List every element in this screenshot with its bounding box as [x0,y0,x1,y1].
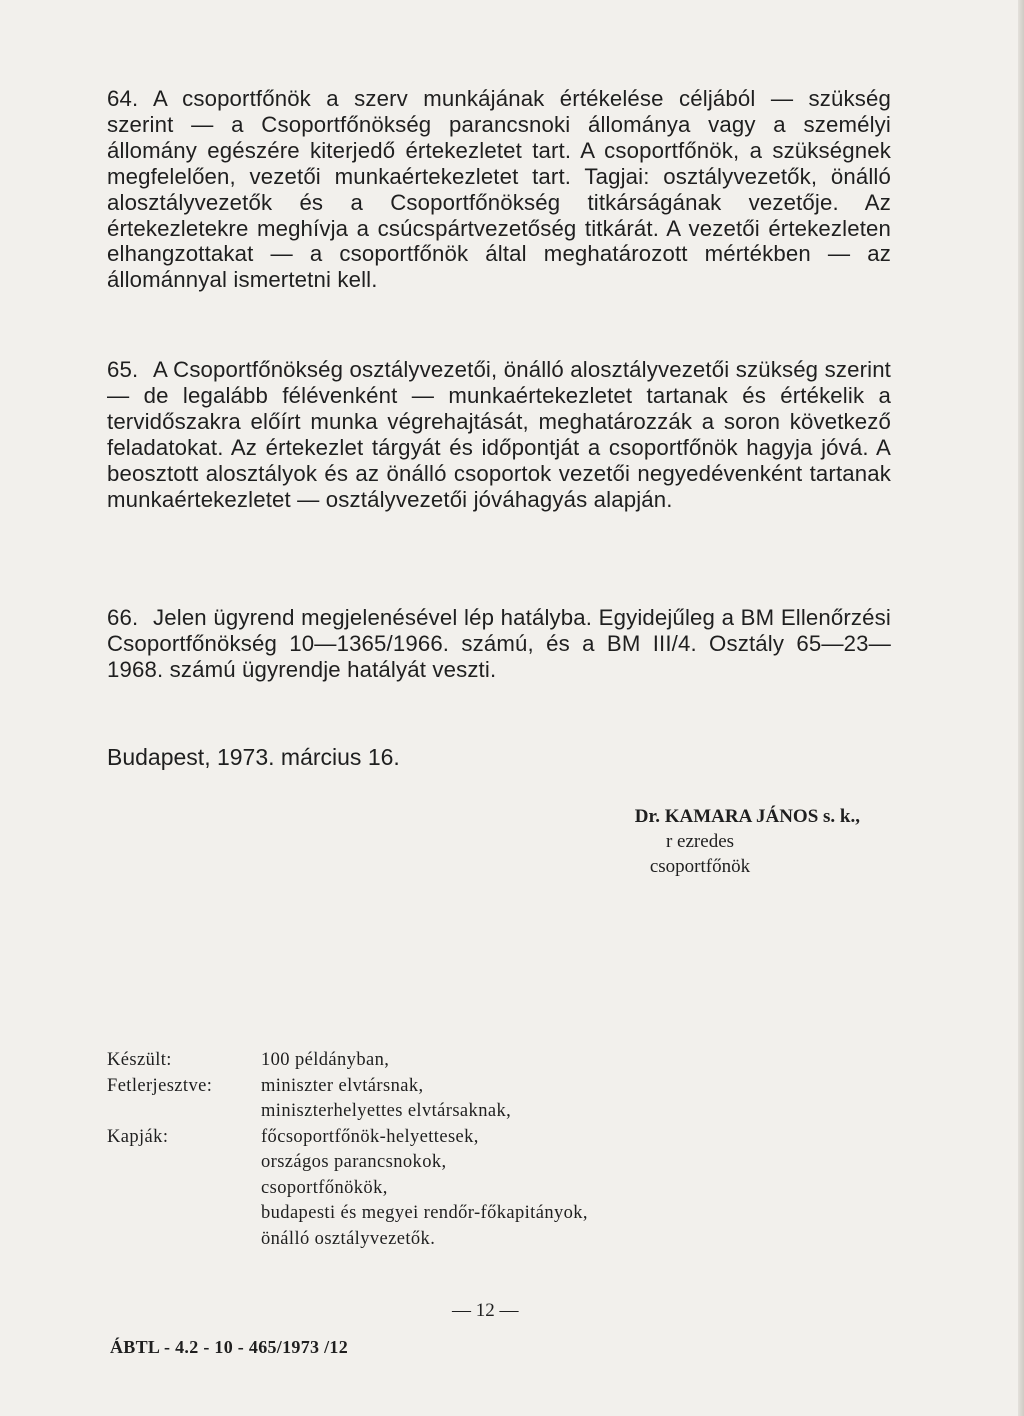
signatory-title: csoportfőnök [649,856,751,877]
distribution-value: 100 példányban, [261,1050,390,1070]
distribution-row [107,1074,588,1125]
section-text: A Csoportfőnökség osztályvezetői, önálló alosztályvezetői szükség szerint — de legalább félévenként — munkaértekezletet tartanak és értékelik a tervidőszakra előírt munka végrehajtását, meghatározzák a soron következő feladatokat. Az értekezlet tárgyát és időpontját a csoportfőnök hagyja jóvá. A beosztott alosztályok és az önálló csoportok vezetői negyedévenként tartanak munkaértekezletet — osztályvezetői jóváhagyás alapján. [107,357,891,512]
distribution-value: országos parancsnokok, [261,1152,447,1172]
distribution-row [107,1048,588,1074]
archive-reference: ÁBTL - 4.2 - 10 - 465/1973 /12 [110,1337,349,1357]
distribution-value: önálló osztályvezetők. [261,1228,436,1249]
section-number: 65. [107,357,139,382]
page-number: — 12 — [452,1300,519,1321]
section-text: A csoportfőnök a szerv munkájának értékelése céljából — szükség szerint — a Csoportfőnökség parancsnoki állománya vagy a személyi állomány egészére kiterjedő értekezletet tart. A csoportfőnök, a szükségnek megfelelően, vezetői munkaértekezletet tart. Tagjai: osztályvezetők, önálló alosztályvezetők és a Csoportfőnökség titkárságának vezetője. Az értekezletekre meghívja a csúcspártvezetőség titkárát. A vezetői értekezleten elhangzottakat — a csoportfőnök által meghatározott mértékben — az állománnyal ismertetni kell. [107,86,891,293]
distribution-value: csoportfőnökök, [261,1177,388,1198]
distribution-label: Kapják: [107,1126,169,1147]
section-66 [107,605,891,683]
distribution-value: miniszter elvtársnak, [261,1075,424,1096]
place-date: Budapest, 1973. március 16. [107,744,400,770]
distribution-value: miniszterhelyettes elvtársaknak, [261,1101,512,1121]
signature-block [540,804,860,879]
signatory-rank: r ezredes [665,831,735,852]
distribution-list [107,1048,588,1252]
signatory-name: Dr. KAMARA JÁNOS s. k., [634,806,860,827]
distribution-value: budapesti és megyei rendőr-főkapitányok, [261,1203,588,1223]
distribution-row [107,1125,588,1253]
page-edge [1018,0,1024,1416]
section-65 [107,357,891,512]
section-number: 64. [107,86,139,111]
distribution-label: Fetlerjesztve: [107,1075,213,1096]
distribution-label: Készült: [107,1050,172,1070]
section-number: 66. [107,605,139,630]
section-64 [107,86,891,293]
section-text: Jelen ügyrend megjelenésével lép hatályba. Egyidejűleg a BM Ellenőrzési Csoportfőnökség 10—1365/1966. számú, és a BM III/4. Osztály 65—23—1968. számú ügyrendje hatályát veszti. [107,605,891,682]
distribution-value: főcsoportfőnök-helyettesek, [261,1126,479,1147]
